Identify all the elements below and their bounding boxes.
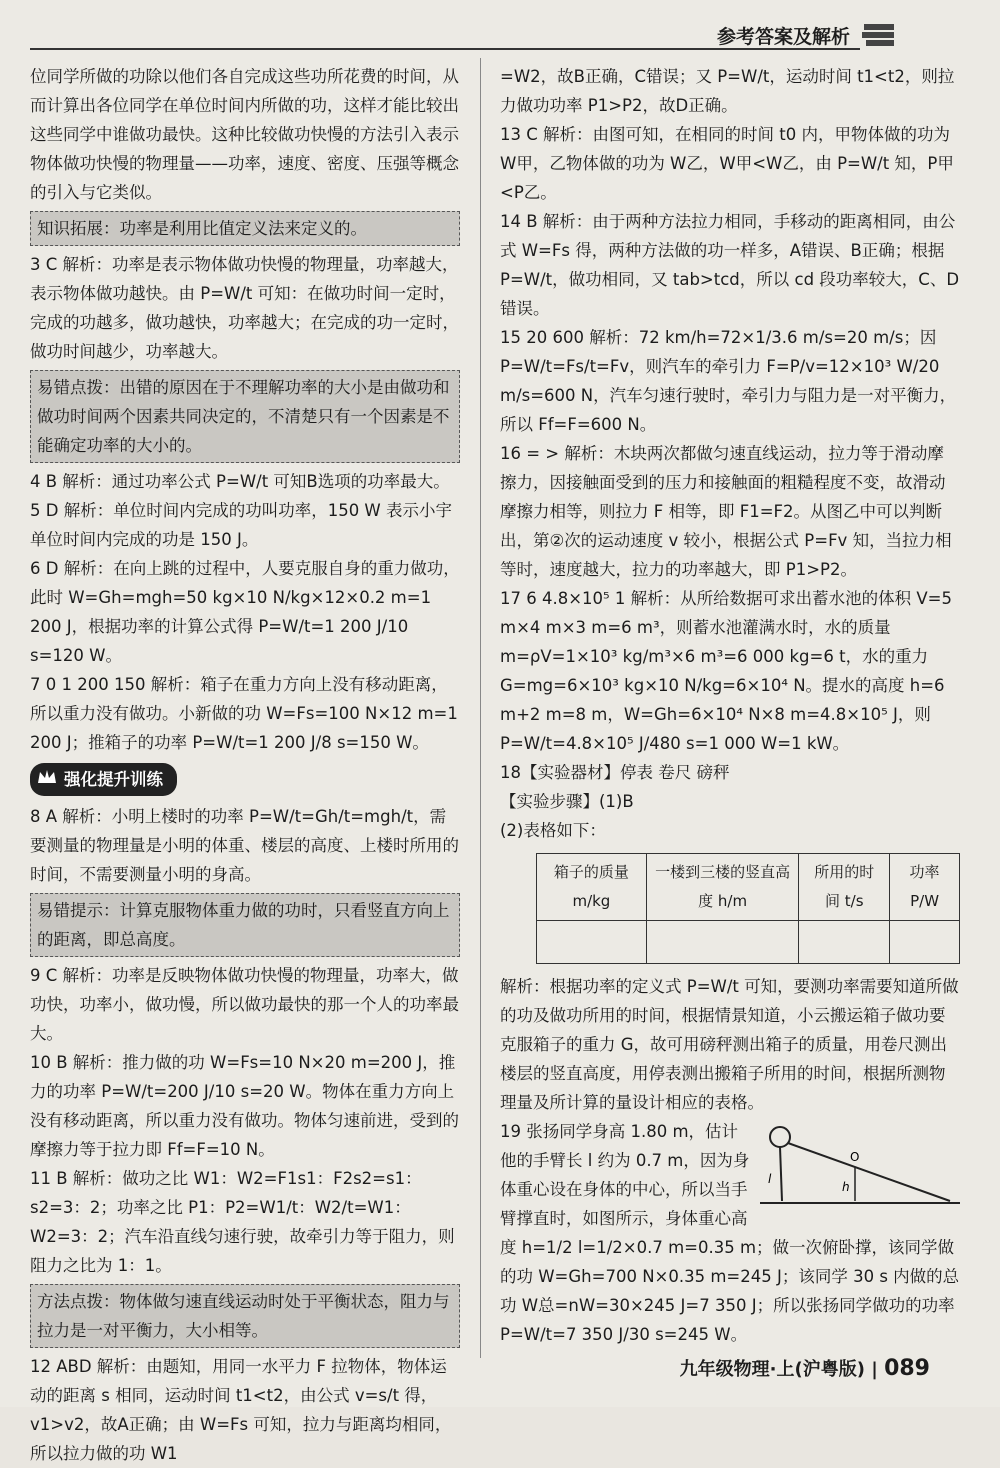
section-banner: [30, 763, 177, 796]
right-paragraph: 13 C 解析：由图可知，在相同的时间 t0 内，甲物体做的功为 W甲，乙物体做的功为 W乙，W甲<W乙，由 P=W/t 知，P甲<P乙。: [500, 125, 954, 202]
right-paragraph: 14 B 解析：由于两种方法拉力相同，手移动的距离相同，由公式 W=Fs 得，两种方法做的功一样多，A错误、B正确；根据 P=W/t，做功相同，又 tab>tcd，所以 cd 段功率较大，C、D错误。: [500, 212, 960, 318]
footer: 九年级物理·上(沪粤版) | 089: [679, 1356, 930, 1381]
table-header-cell: 功率 P/W: [890, 854, 960, 921]
left-paragraph: 4 B 解析：通过功率公式 P=W/t 可知B选项的功率最大。: [30, 472, 450, 491]
table-cell: [890, 921, 960, 964]
table-cell: [537, 921, 647, 964]
left-paragraph: 9 C 解析：功率是反映物体做功快慢的物理量，功率大，做功快，功率小，做功慢，所以做功最快的那一个人的功率最大。: [30, 966, 459, 1043]
q19: [500, 1117, 960, 1349]
page-number: 089: [884, 1356, 930, 1381]
left-paragraph: 5 D 解析：单位时间内完成的功叫功率，150 W 表示小宇单位时间内完成的功是 150 J。: [30, 501, 452, 549]
left-hint-box: 方法点拨：物体做匀速直线运动时处于平衡状态，阻力与拉力是一对平衡力，大小相等。: [30, 1284, 460, 1348]
figure-label-o: O: [850, 1150, 860, 1164]
table-header-cell: 箱子的质量 m/kg: [537, 854, 647, 921]
right-paragraph: (2)表格如下：: [500, 821, 606, 840]
left-paragraph: 6 D 解析：在向上跳的过程中，人要克服自身的重力做功，此时 W=Gh=mgh=50 kg×10 N/kg×12×0.2 m=1 200 J，根据功率的计算公式得 P=W/t=1 200 J/10 s=120 W。: [30, 559, 460, 665]
left-paragraph: 10 B 解析：推力做的功 W=Fs=10 N×20 m=200 J，推力的功率 P=W/t=200 J/10 s=20 W。物体在重力方向上没有移动距离，所以重力没有做功。物体匀速前进，受到的摩擦力等于拉力即 Ff=F=10 N。: [30, 1053, 459, 1159]
left-banner-wrap: [30, 757, 460, 802]
table-header-row: [537, 854, 960, 921]
left-column: [30, 62, 460, 1468]
book-logo-icon: [860, 18, 900, 54]
left-paragraph: 12 ABD 解析：由题知，用同一水平力 F 拉物体，物体运动的距离 s 相同，运动时间 t1<t2，由公式 v=s/t 得，v1>v2，故A正确；由 W=Fs 可知，拉力与距离均相同，所以拉力做的功 W1: [30, 1357, 452, 1463]
table-header-cell: 一楼到三楼的竖直高度 h/m: [646, 854, 799, 921]
data-table: [536, 853, 960, 964]
table-header-cell: 所用的时间 t/s: [799, 854, 890, 921]
right-paragraph: 17 6 4.8×10⁵ 1 解析：从所给数据可求出蓄水池的体积 V=5 m×4 m×3 m=6 m³，则蓄水池灌满水时，水的质量 m=ρV=1×10³ kg/m³×6 m³=6 000 kg=6 t，水的重力 G=mg=6×10³ kg×10 N/kg=6×10⁴ N。提水的高度 h=6 m+2 m=8 m，W=Gh=6×10⁴ N×8 m=4.8×10⁵ J，则 P=W/t=4.8×10⁵ J/480 s=1 000 W=1 kW。: [500, 589, 953, 753]
left-hint-box: 易错点拨：出错的原因在于不理解功率的大小是由做功和做功时间两个因素共同决定的，不清楚只有一个因素是不能确定功率的大小的。: [30, 370, 460, 463]
left-paragraph: 7 0 1 200 150 解析：箱子在重力方向上没有移动距离，所以重力没有做功。小新做的功 W=Fs=100 N×12 m=1 200 J；推箱子的功率 P=W/t=1 200 J/8 s=150 W。: [30, 675, 458, 752]
left-hint-box: 知识拓展：功率是利用比值定义法来定义的。: [30, 211, 460, 246]
left-paragraph: 位同学所做的功除以他们各自完成这些功所花费的时间，从而计算出各位同学在单位时间内所做的功，这样才能比较出这些同学中谁做功最快。这种比较做功快慢的方法引入表示物体做功快慢的物理量——功率，速度、密度、压强等概念的引入与它类似。: [30, 67, 459, 202]
header-title: 参考答案及解析: [716, 26, 850, 48]
right-paragraph: 解析：根据功率的定义式 P=W/t 可知，要测功率需要知道所做的功及做功所用的时间，根据情景知道，小云搬运箱子做功要克服箱子的重力 G，故可用磅秤测出箱子的质量，用卷尺测出楼层的竖直高度，用停表测出搬箱子所用的时间，根据所测物理量及所计算的量设计相应的表格。: [500, 977, 959, 1112]
left-paragraph: 11 B 解析：做功之比 W1：W2=F1s1：F2s2=s1：s2=3：2；功率之比 P1：P2=W1/t：W2/t=W1：W2=3：2；汽车沿直线匀速行驶，故牵引力等于阻力，则阻力之比为 1：1。: [30, 1169, 455, 1275]
pushup-figure: [760, 1121, 960, 1211]
header-rule: [30, 48, 860, 50]
right-paragraph: 15 20 600 解析：72 km/h=72×1/3.6 m/s=20 m/s；因 P=W/t=Fs/t=Fv，则汽车的牵引力 F=P/v=12×10³ W/20 m/s=600 N，汽车匀速行驶时，牵引力与阻力是一对平衡力，所以 Ff=F=600 N。: [500, 328, 957, 434]
left-paragraph: 8 A 解析：小明上楼时的功率 P=W/t=Gh/t=mgh/t，需要测量的物理量是小明的体重、楼层的高度、上楼时所用的时间，不需要测量小明的身高。: [30, 807, 459, 884]
section-banner-label: 强化提升训练: [64, 770, 163, 789]
column-divider: [480, 58, 481, 1358]
right-column: [500, 62, 960, 1349]
right-paragraph: =W2，故B正确，C错误；又 P=W/t，运动时间 t1<t2，则拉力做功功率 P1>P2，故D正确。: [500, 67, 955, 115]
crown-icon: [36, 767, 58, 787]
table-cell: [646, 921, 799, 964]
right-paragraph: 16 = > 解析：木块两次都做匀速直线运动，拉力等于滑动摩擦力，因接触面受到的压力和接触面的粗糙程度不变，故滑动摩擦力相等，则拉力 F 相等，即 F1=F2。从图乙中可以判断出，第②次的运动速度 v 较小，根据公式 P=Fv 知，当拉力相等时，速度越大，拉力的功率越大，即 P1>P2。: [500, 444, 952, 579]
right-paragraph: 18【实验器材】停表 卷尺 磅秤: [500, 763, 730, 782]
figure-label-l: l: [768, 1172, 772, 1186]
right-paragraph: 【实验步骤】(1)B: [500, 792, 634, 811]
left-paragraph: 3 C 解析：功率是表示物体做功快慢的物理量，功率越大，表示物体做功越快。由 P=W/t 可知：在做功时间一定时，完成的功越多，做功越快，功率越大；在完成的功一定时，做功时间越少，功率越大。: [30, 255, 459, 361]
footer-grade: 九年级物理·上(沪粤版): [679, 1359, 865, 1380]
figure-label-h: h: [842, 1180, 850, 1194]
q19-text: 19 张扬同学身高 1.80 m，估计他的手臂长 l 约为 0.7 m，因为身体重心设在身体的中心，所以当手臂撑直时，如图所示，身体重心高度 h=1/2 l=1/2×0.7 m=0.35 m；做一次俯卧撑，该同学做的功 W=Gh=700 N×0.35 m=245 J；该同学 30 s 内做的总功 W总=nW=30×245 J=7 350 J；所以张扬同学做功的功率 P=W/t=7 350 J/30 s=245 W。: [500, 1122, 960, 1344]
left-hint-box: 易错提示：计算克服物体重力做的功时，只看竖直方向上的距离，即总高度。: [30, 893, 460, 957]
table-cell: [799, 921, 890, 964]
table-row: [537, 921, 960, 964]
